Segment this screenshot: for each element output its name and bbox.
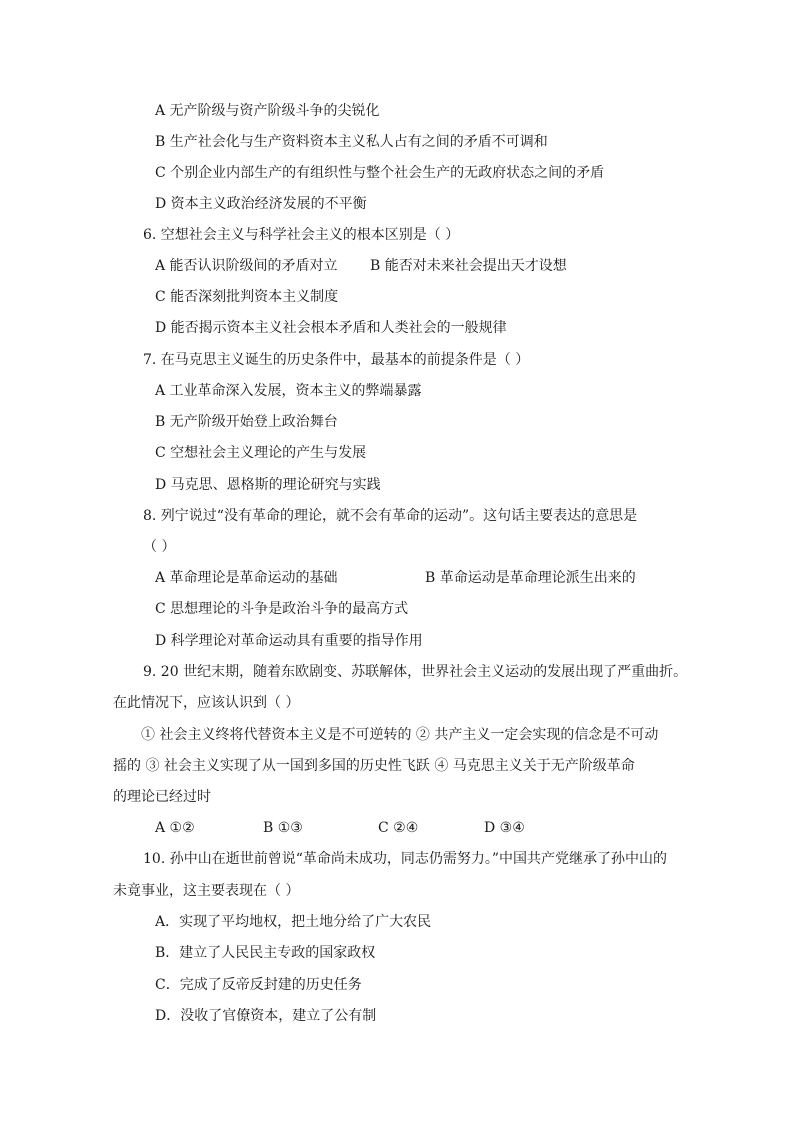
q9-option-b: B ①③: [263, 820, 303, 836]
q9-stem-line-2: 在此情况下，应该认识到（ ）: [113, 695, 300, 711]
q9-items-line-1: ① 社会主义终将代替资本主义是不可逆转的 ② 共产主义一定会实现的信念是不可动: [141, 727, 659, 743]
q9-option-a: A ①②: [155, 820, 195, 836]
q7-stem: 7. 在马克思主义诞生的历史条件中，最基本的前提条件是（ ）: [143, 352, 530, 368]
q8-option-b: B 革命运动是革命理论派生出来的: [425, 570, 636, 586]
q10-option-d: D．没收了官僚资本，建立了公有制: [155, 1008, 377, 1024]
q10-option-a: A．实现了平均地权，把土地分给了广大农民: [155, 914, 432, 930]
q7-option-a: A 工业革命深入发展，资本主义的弊端暴露: [155, 383, 422, 399]
q8-option-d: D 科学理论对革命运动具有重要的指导作用: [155, 633, 423, 649]
q8-stem-line-2: （ ）: [143, 539, 176, 555]
q8-option-c: C 思想理论的斗争是政治斗争的最高方式: [155, 601, 409, 617]
q8-stem-line-1: 8. 列宁说过“没有革命的理论，就不会有革命的运动”。这句话主要表达的意思是: [143, 508, 638, 524]
q9-option-d: D ③④: [484, 820, 525, 836]
q6-option-d: D 能否揭示资本主义社会根本矛盾和人类社会的一般规律: [155, 320, 507, 336]
q9-items-line-2: 摇的 ③ 社会主义实现了从一国到多国的历史性飞跃 ④ 马克思主义关于无产阶级革命: [113, 758, 635, 774]
q6-stem: 6. 空想社会主义与科学社会主义的根本区别是（ ）: [143, 227, 460, 243]
q6-option-c: C 能否深刻批判资本主义制度: [155, 289, 339, 305]
q7-option-b: B 无产阶级开始登上政治舞台: [155, 414, 338, 430]
q6-option-b: B 能否对未来社会提出天才设想: [370, 258, 567, 274]
q7-option-c: C 空想社会主义理论的产生与发展: [155, 445, 367, 461]
q10-option-c: C．完成了反帝反封建的历史任务: [155, 977, 362, 993]
q10-stem-line-2: 未竟事业，这主要表现在（ ）: [113, 883, 300, 899]
q5-option-d: D 资本主义政治经济发展的不平衡: [155, 196, 367, 212]
q7-option-d: D 马克思、恩格斯的理论研究与实践: [155, 477, 381, 493]
q9-stem-line-1: 9. 20 世纪末期，随着东欧剧变、苏联解体，世界社会主义运动的发展出现了严重曲折。: [143, 664, 688, 680]
q9-option-c: C ②④: [378, 820, 419, 836]
q9-items-line-3: 的理论已经过时: [113, 789, 211, 805]
q10-stem-line-1: 10. 孙中山在逝世前曾说“革命尚未成功，同志仍需努力。”中国共产党继承了孙中山的: [143, 851, 668, 867]
q6-option-a: A 能否认识阶级间的矛盾对立: [155, 258, 338, 274]
q5-option-b: B 生产社会化与生产资料资本主义私人占有之间的矛盾不可调和: [155, 134, 548, 150]
q8-option-a: A 革命理论是革命运动的基础: [155, 570, 338, 586]
q10-option-b: B．建立了人民民主专政的国家政权: [155, 945, 376, 961]
q5-option-c: C 个别企业内部生产的有组织性与整个社会生产的无政府状态之间的矛盾: [155, 165, 605, 181]
q5-option-a: A 无产阶级与资产阶级斗争的尖锐化: [155, 103, 380, 119]
